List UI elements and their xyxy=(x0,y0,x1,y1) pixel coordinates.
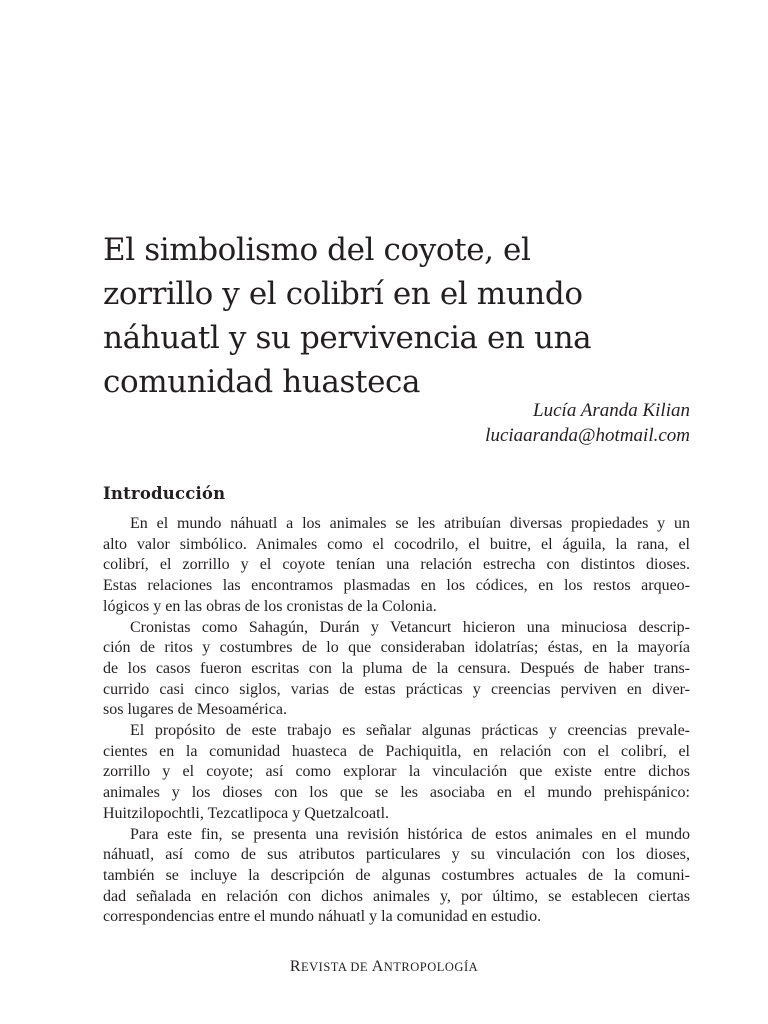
text-line: también se incluye la descripción de algunas costumbres actuales de la comuni- xyxy=(103,866,690,884)
text-line: sos lugares de Mesoamérica. xyxy=(103,701,287,719)
author-email: luciaaranda@hotmail.com xyxy=(485,425,690,446)
text-line: Cronistas como Sahagún, Durán y Vetancurt hicieron una minuciosa descrip- xyxy=(130,618,690,636)
text-line: currido casi cinco siglos, varias de estas prácticas y creencias perviven en diver- xyxy=(103,680,690,698)
text-line: Huitzilopochtli, Tezcatlipoca y Quetzalcoatl. xyxy=(103,804,390,822)
footer-small-caps: NTROPOLOGÍA xyxy=(383,960,479,974)
text-line: El propósito de este trabajo es señalar algunas prácticas y creencias prevale- xyxy=(130,722,690,740)
title-line: náhuatl y su pervivencia en una xyxy=(103,320,592,356)
text-line: Para este fin, se presenta una revisión histórica de estos animales en el mundo xyxy=(130,825,690,843)
footer-small-caps: EVISTA DE xyxy=(301,960,372,974)
title-line: zorrillo y el colibrí en el mundo xyxy=(103,276,583,312)
journal-footer xyxy=(0,958,768,976)
text-line: animales y los dioses con los que se les asociaba en el mundo prehispánico: xyxy=(103,784,690,802)
text-line: ción de ritos y costumbres de lo que consideraban idolatrías; éstas, en la mayoría xyxy=(103,639,690,657)
author-name: Lucía Aranda Kilian xyxy=(533,400,690,421)
text-line: Estas relaciones las encontramos plasmadas en los códices, en los restos arqueo- xyxy=(103,577,690,595)
text-line: En el mundo náhuatl a los animales se les atribuían diversas propiedades y un xyxy=(130,515,690,532)
text-line: lógicos y en las obras de los cronistas de la Colonia. xyxy=(103,597,437,615)
title-line: El simbolismo del coyote, el xyxy=(103,232,531,268)
text-line: colibrí, el zorrillo y el coyote tenían una relación estrecha con distintos dioses. xyxy=(103,556,690,574)
footer-initial: R xyxy=(289,958,302,975)
text-line: dad señalada en relación con dichos animales y, por último, se establecen ciertas xyxy=(103,887,690,905)
article-title xyxy=(103,228,703,404)
text-line: correspondencias entre el mundo náhuatl y la comunidad en estudio. xyxy=(103,908,542,926)
section-body xyxy=(103,514,690,928)
section-heading: Introducción xyxy=(103,484,226,503)
footer-initial: A xyxy=(371,958,384,975)
text-line: cientes en la comunidad huasteca de Pachiquitla, en relación con el colibrí, el xyxy=(103,742,690,760)
text-line: zorrillo y el coyote; así como explorar la vinculación que existe entre dichos xyxy=(103,763,690,781)
text-line: alto valor simbólico. Animales como el cocodrilo, el buitre, el águila, la rana, el xyxy=(103,535,690,553)
text-line: náhuatl, así como de sus atributos particulares y su vinculación con los dioses, xyxy=(103,846,690,864)
title-line: comunidad huasteca xyxy=(103,364,421,400)
author-block xyxy=(485,398,690,448)
text-line: de los casos fueron escritas con la pluma de la censura. Después de haber trans- xyxy=(103,659,690,677)
